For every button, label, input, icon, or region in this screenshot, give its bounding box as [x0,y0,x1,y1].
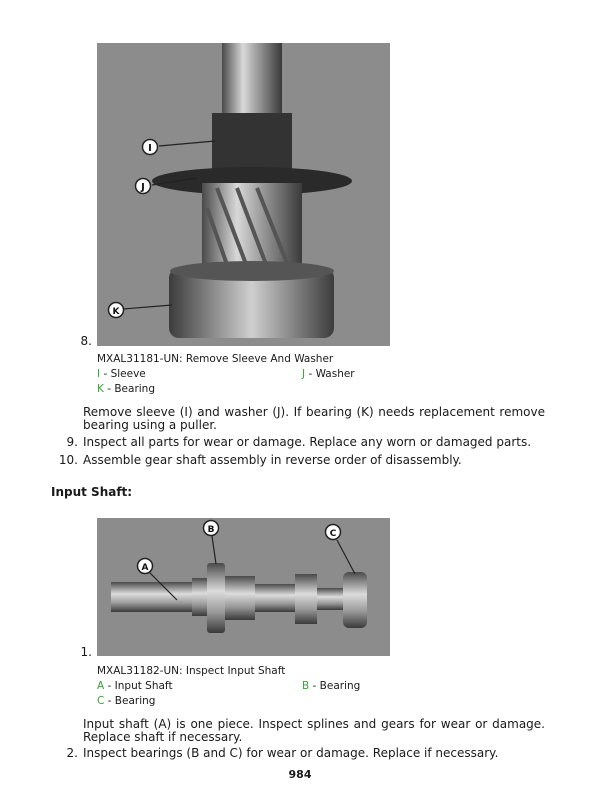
step-paragraph: Input shaft (A) is one piece. Inspect splines and gears for wear or damage. Replace shaft if necessary. [83,717,545,744]
legend-letter: A [97,680,105,692]
svg-text:C: C [329,529,337,539]
legend-letter: I [97,368,101,380]
legend-item [97,367,146,382]
step-paragraph: Remove sleeve (I) and washer (J). If bearing (K) needs replacement remove bearing using a puller. [83,405,545,432]
callout-k [109,303,124,318]
legend-text: - Input Shaft [104,680,173,692]
step-number: 9. [66,435,78,449]
legend-item [97,679,173,694]
svg-text:J: J [141,182,145,193]
figure-caption: MXAL31182-UN: Inspect Input Shaft [97,665,286,677]
step-number: 8. [80,334,92,348]
photo-inspect-input-shaft [97,518,390,656]
gear-shaft-illustration [97,43,390,346]
legend-letter: K [97,383,104,395]
legend-item [97,382,155,397]
legend-text: - Bearing [104,695,156,707]
legend-letter: J [302,368,306,380]
step-text: Assemble gear shaft assembly in reverse order of disassembly. [83,453,462,467]
legend-text: - Bearing [103,383,156,395]
callout-a [138,559,153,574]
legend-item [302,679,360,694]
svg-text:I: I [148,143,152,154]
step-number: 2. [66,746,78,760]
step-number: 10. [58,453,78,467]
legend-text: - Washer [305,368,355,380]
step-number: 1. [80,645,92,659]
callout-c [326,525,341,540]
legend-letter: C [97,695,105,707]
step-text: Inspect all parts for wear or damage. Replace any worn or damaged parts. [83,435,532,449]
legend-letter: B [302,680,310,692]
section-heading: Input Shaft: [51,485,133,499]
input-shaft-illustration [97,518,390,656]
svg-text:A: A [141,563,149,573]
callout-b [204,521,219,536]
page-number: 984 [288,768,312,781]
svg-text:B: B [207,525,215,535]
svg-text:K: K [112,307,120,317]
callout-i [143,140,158,155]
figure-caption: MXAL31181-UN: Remove Sleeve And Washer [97,353,334,365]
legend-item [302,367,355,382]
photo-remove-sleeve-and-washer [97,43,390,346]
legend-text: - Sleeve [100,368,146,380]
step-text: Inspect bearings (B and C) for wear or damage. Replace if necessary. [83,746,499,760]
legend-item [97,694,155,709]
callout-j [136,179,151,194]
legend-text: - Bearing [309,680,361,692]
